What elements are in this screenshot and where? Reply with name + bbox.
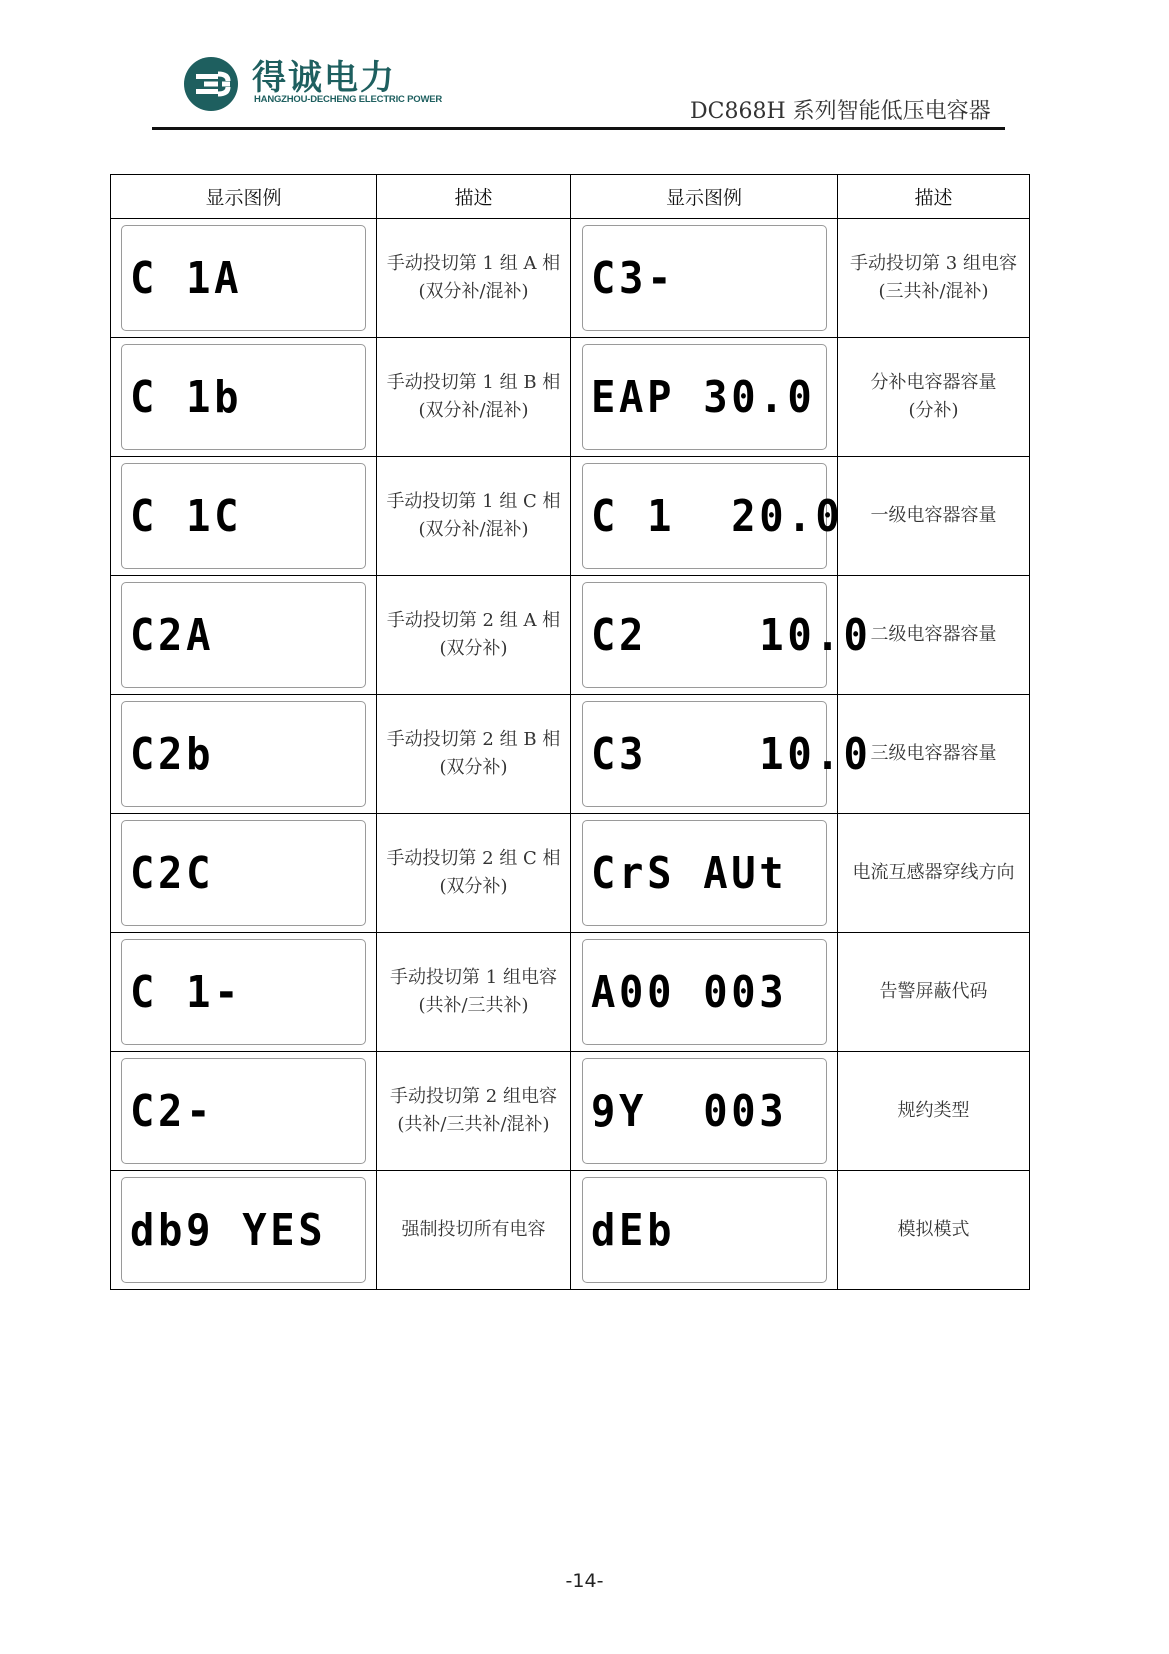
lcd-display xyxy=(582,225,827,331)
display-cell xyxy=(571,219,838,338)
description-line: 一级电容器容量 xyxy=(870,505,997,526)
lcd-display xyxy=(121,344,366,450)
display-cell xyxy=(111,814,377,933)
lcd-display xyxy=(121,225,366,331)
description-cell xyxy=(377,457,571,576)
display-cell xyxy=(571,695,872,814)
lcd-display xyxy=(582,1177,827,1283)
description-cell xyxy=(377,695,571,814)
lcd-readout: 9Y 003 xyxy=(590,1085,787,1137)
lcd-readout: C2b xyxy=(130,728,215,780)
description-line: 手动投切第 2 组 B 相 xyxy=(386,729,561,750)
company-logo xyxy=(182,55,240,113)
lcd-readout: EAP 30.0 xyxy=(590,371,815,423)
display-cell xyxy=(571,338,838,457)
display-cell xyxy=(111,576,377,695)
description-line: 强制投切所有电容 xyxy=(401,1219,546,1240)
description-note: (双分补/混补) xyxy=(418,519,529,540)
display-cell xyxy=(571,814,838,933)
header-divider xyxy=(152,127,1005,130)
lcd-display xyxy=(121,701,366,807)
description-line: 规约类型 xyxy=(897,1100,970,1121)
description-cell xyxy=(377,338,571,457)
description-line: 手动投切第 1 组 B 相 xyxy=(386,372,561,393)
display-cell xyxy=(571,576,872,695)
lcd-readout: C2- xyxy=(130,1085,215,1137)
lcd-readout: C 1 20.0 xyxy=(590,490,843,542)
lcd-readout: db9 YES xyxy=(130,1204,327,1256)
lcd-readout: A00 003 xyxy=(590,966,787,1018)
lcd-display xyxy=(582,939,827,1045)
description-note: (分补) xyxy=(908,400,959,421)
description-note: (双分补) xyxy=(439,638,508,659)
display-cell xyxy=(571,1052,838,1171)
lcd-display xyxy=(121,939,366,1045)
description-cell xyxy=(377,1171,571,1290)
description-cell xyxy=(377,1052,571,1171)
description-line: 模拟模式 xyxy=(897,1219,970,1240)
description-cell xyxy=(377,933,571,1052)
table-row xyxy=(111,457,1030,576)
description-note: (双分补) xyxy=(439,757,508,778)
lcd-readout: dEb xyxy=(590,1204,675,1256)
display-cell xyxy=(111,219,377,338)
display-cell xyxy=(111,933,377,1052)
table-row xyxy=(111,814,1030,933)
description-cell xyxy=(838,1052,1030,1171)
lcd-readout: C3 10.0 xyxy=(590,728,872,780)
lcd-readout: C 1C xyxy=(130,490,243,542)
display-cell xyxy=(111,695,377,814)
description-line: 手动投切第 1 组 A 相 xyxy=(386,253,561,274)
lcd-display xyxy=(121,820,366,926)
lcd-readout: C 1A xyxy=(130,252,243,304)
lcd-readout: CrS AUt xyxy=(590,847,787,899)
document-title: DC868H 系列智能低压电容器 xyxy=(690,99,991,124)
description-cell xyxy=(838,933,1030,1052)
lcd-display xyxy=(121,1058,366,1164)
description-cell xyxy=(377,814,571,933)
description-cell xyxy=(377,576,571,695)
header-description-right: 描述 xyxy=(838,175,1030,219)
description-line: 手动投切第 2 组电容 xyxy=(390,1086,557,1107)
brand-name: 得诚电力 xyxy=(252,58,396,98)
table-row xyxy=(111,219,1030,338)
description-line: 二级电容器容量 xyxy=(870,624,997,645)
description-note: (双分补/混补) xyxy=(418,400,529,421)
description-line: 三级电容器容量 xyxy=(870,743,997,764)
table-row xyxy=(111,933,1030,1052)
description-line: 分补电容器容量 xyxy=(870,372,997,393)
display-cell xyxy=(571,933,838,1052)
page-number: -14- xyxy=(565,1570,604,1592)
table-row xyxy=(111,695,1030,814)
lcd-readout: C3- xyxy=(590,252,675,304)
lcd-display xyxy=(121,1177,366,1283)
header-display-right: 显示图例 xyxy=(571,175,838,219)
display-cell xyxy=(111,1052,377,1171)
lcd-readout: C 1- xyxy=(130,966,243,1018)
lcd-display xyxy=(582,463,843,569)
lcd-display xyxy=(582,344,827,450)
table-row xyxy=(111,1171,1030,1290)
lcd-display xyxy=(582,582,872,688)
lcd-readout: C2 10.0 xyxy=(590,609,872,661)
description-cell xyxy=(838,219,1030,338)
description-cell xyxy=(377,219,571,338)
display-legend-table xyxy=(110,174,1030,1290)
lcd-display xyxy=(121,582,366,688)
display-cell xyxy=(571,1171,838,1290)
description-line: 手动投切第 1 组 C 相 xyxy=(386,491,561,512)
description-cell xyxy=(838,338,1030,457)
description-cell xyxy=(838,1171,1030,1290)
description-note: (三共补/混补) xyxy=(878,281,989,302)
description-note: (双分补/混补) xyxy=(418,281,529,302)
display-cell xyxy=(111,457,377,576)
description-line: 电流互感器穿线方向 xyxy=(852,862,1015,883)
table-row xyxy=(111,1052,1030,1171)
description-line: 手动投切第 2 组 C 相 xyxy=(386,848,561,869)
description-line: 手动投切第 2 组 A 相 xyxy=(386,610,561,631)
display-cell xyxy=(111,338,377,457)
lcd-display xyxy=(121,463,366,569)
table-row xyxy=(111,338,1030,457)
display-cell xyxy=(111,1171,377,1290)
description-line: 告警屏蔽代码 xyxy=(879,981,988,1002)
description-line: 手动投切第 1 组电容 xyxy=(390,967,557,988)
brand-name-english: HANGZHOU-DECHENG ELECTRIC POWER xyxy=(254,94,443,105)
lcd-display xyxy=(582,820,827,926)
description-note: (共补/三共补) xyxy=(418,995,529,1016)
description-note: (共补/三共补/混补) xyxy=(397,1114,550,1135)
description-cell xyxy=(838,814,1030,933)
description-line: 手动投切第 3 组电容 xyxy=(850,253,1017,274)
table-header-row xyxy=(111,175,1030,219)
lcd-readout: C 1b xyxy=(130,371,243,423)
lcd-readout: C2C xyxy=(130,847,215,899)
lcd-readout: C2A xyxy=(130,609,215,661)
lcd-display xyxy=(582,701,872,807)
table-row xyxy=(111,576,1030,695)
description-note: (双分补) xyxy=(439,876,508,897)
header-display-left: 显示图例 xyxy=(111,175,377,219)
description-cell xyxy=(838,457,1030,576)
lcd-display xyxy=(582,1058,827,1164)
display-cell xyxy=(571,457,843,576)
header-description-left: 描述 xyxy=(377,175,571,219)
